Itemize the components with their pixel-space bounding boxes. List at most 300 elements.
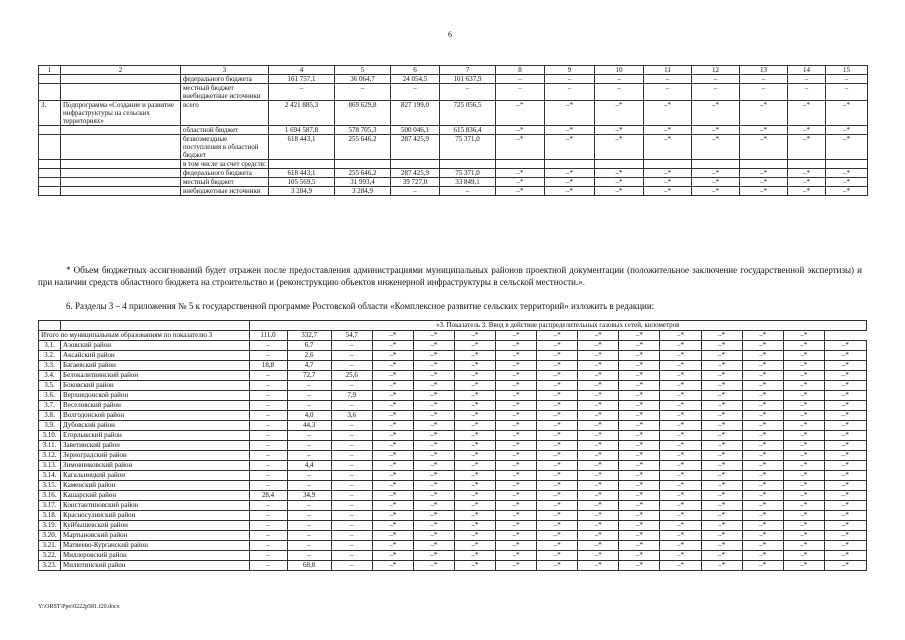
table-cell: –* [701, 371, 742, 381]
table-cell: –* [701, 531, 742, 541]
table-cell: –* [783, 441, 824, 451]
table-cell: –* [824, 411, 866, 421]
table-cell: –* [619, 401, 660, 411]
table-cell: –* [692, 187, 740, 196]
table-cell: –* [783, 561, 824, 571]
table-cell: –* [454, 331, 495, 341]
table-cell: 1 694 587,8 [269, 126, 335, 135]
table-row [39, 381, 867, 391]
table-cell: –* [824, 371, 866, 381]
table-cell: 1 [39, 66, 61, 75]
table-cell: –* [372, 471, 413, 481]
table-cell: – [331, 541, 372, 551]
table-cell: –* [537, 411, 578, 421]
table-cell: –* [824, 401, 866, 411]
table-cell: –* [788, 135, 826, 160]
table-cell: – [249, 421, 287, 431]
table-cell: 2 421 885,3 [269, 101, 335, 126]
table-cell: –* [824, 341, 866, 351]
table-cell: 3.18. [39, 511, 61, 521]
table-cell: –* [496, 169, 545, 178]
table-cell: –* [537, 431, 578, 441]
table-cell: –* [660, 351, 701, 361]
table-cell: –* [496, 187, 545, 196]
table-cell: –* [660, 431, 701, 441]
table-cell: –* [701, 481, 742, 491]
table-cell: Кашарский район [61, 491, 249, 501]
table-cell: 2,6 [287, 351, 331, 361]
table-cell: –* [644, 187, 692, 196]
table-cell: – [287, 541, 331, 551]
table-cell: –* [413, 481, 454, 491]
table-cell: –* [413, 361, 454, 371]
table-cell: –* [783, 511, 824, 521]
table-cell: –* [701, 441, 742, 451]
table-cell: 14 [788, 66, 826, 75]
table-cell: Волгодонской район [61, 411, 249, 421]
table-cell: –* [372, 551, 413, 561]
table-cell: – [249, 541, 287, 551]
table-cell: 101 637,9 [440, 75, 496, 84]
table-cell [39, 160, 61, 169]
table-cell: местный бюджет внебюджетные источники [181, 84, 269, 101]
table-cell: –* [824, 381, 866, 391]
table-cell: 3.12. [39, 451, 61, 461]
table-cell: Багаевский район [61, 361, 249, 371]
table-cell: –* [701, 491, 742, 501]
table-cell: –* [595, 126, 644, 135]
table-cell: –* [824, 501, 866, 511]
table-cell: 10 [595, 66, 644, 75]
table-cell: –* [496, 411, 537, 421]
table-cell: –* [644, 169, 692, 178]
table-cell: «3. Показатель 3. Ввод в действие распределительных газовых сетей, километров [249, 321, 867, 331]
table-cell: –* [578, 501, 619, 511]
table-cell: –* [413, 561, 454, 571]
table-cell: –* [824, 391, 866, 401]
table-cell: –* [824, 351, 866, 361]
table-cell: –* [413, 341, 454, 351]
table-cell: 7,9 [331, 391, 372, 401]
table-cell: –* [619, 331, 660, 341]
table-cell: –* [496, 461, 537, 471]
table-cell: –* [660, 371, 701, 381]
table-cell: –* [660, 421, 701, 431]
table-cell: –* [496, 135, 545, 160]
table-cell: 500 046,1 [391, 126, 440, 135]
table-cell: –* [454, 461, 495, 471]
table-cell: Красносулинский район [61, 511, 249, 521]
table-row [39, 471, 867, 481]
table-cell: –* [496, 126, 545, 135]
table-cell: –* [824, 361, 866, 371]
table-cell: –* [496, 351, 537, 361]
table-cell: –* [372, 561, 413, 571]
table-cell: 3 284,9 [335, 187, 391, 196]
table-cell: 3 284,9 [269, 187, 335, 196]
table-cell [61, 169, 181, 178]
table-cell: 4 [269, 66, 335, 75]
table-cell: –* [413, 451, 454, 461]
table-cell: –* [660, 541, 701, 551]
table-cell: – [331, 461, 372, 471]
table-cell: –* [496, 401, 537, 411]
table-cell: Константиновский район [61, 501, 249, 511]
table-cell: 4,7 [287, 361, 331, 371]
table-cell: – [331, 381, 372, 391]
table-cell: – [331, 431, 372, 441]
table-cell: 161 757,1 [269, 75, 335, 84]
table-cell: –* [496, 381, 537, 391]
table-cell: –* [742, 351, 783, 361]
table-cell: –* [537, 451, 578, 461]
table-cell: –* [578, 341, 619, 351]
table-cell: 13 [740, 66, 788, 75]
table-cell: 3.4. [39, 371, 61, 381]
table-cell: –* [783, 411, 824, 421]
table-cell: – [692, 84, 740, 101]
table-cell: 287 425,9 [391, 135, 440, 160]
table-cell: –* [660, 401, 701, 411]
table-cell: –* [545, 178, 595, 187]
table-cell [39, 126, 61, 135]
table-cell: – [740, 84, 788, 101]
table-cell: –* [496, 341, 537, 351]
table-cell: 827 199,0 [391, 101, 440, 126]
table-cell: –* [660, 511, 701, 521]
table-cell [496, 160, 545, 169]
table-cell: –* [454, 511, 495, 521]
table-cell [391, 160, 440, 169]
table-cell: –* [619, 511, 660, 521]
table-cell: –* [372, 381, 413, 391]
table-cell: –* [454, 371, 495, 381]
table-cell: –* [413, 431, 454, 441]
table-cell: –* [413, 391, 454, 401]
table-cell: –* [372, 401, 413, 411]
table-cell: –* [537, 561, 578, 571]
table-cell: Аксайский район [61, 351, 249, 361]
table-cell: –* [537, 471, 578, 481]
table-row [39, 551, 867, 561]
table-cell: –* [740, 135, 788, 160]
table-cell: – [826, 75, 868, 84]
table-cell: 33 849,1 [440, 178, 496, 187]
table-cell: –* [660, 341, 701, 351]
table-cell: –* [660, 551, 701, 561]
table-cell: –* [783, 331, 824, 341]
table-cell: –* [372, 461, 413, 471]
table-cell: – [249, 521, 287, 531]
table-cell: –* [826, 126, 868, 135]
table-cell: –* [496, 451, 537, 461]
table-cell: –* [372, 511, 413, 521]
table-cell: –* [742, 401, 783, 411]
table-cell: –* [619, 501, 660, 511]
table-cell: – [331, 441, 372, 451]
table-cell [826, 160, 868, 169]
table-cell: местный бюджет [181, 178, 269, 187]
table-cell: –* [701, 391, 742, 401]
table-cell: – [335, 84, 391, 101]
table-cell: –* [537, 331, 578, 341]
table-cell [269, 160, 335, 169]
table-cell: –* [454, 551, 495, 561]
table-cell: – [287, 381, 331, 391]
table-cell: –* [742, 341, 783, 351]
table-cell: –* [537, 551, 578, 561]
table-cell: –* [454, 391, 495, 401]
table-cell: –* [578, 351, 619, 361]
table-row [39, 481, 867, 491]
table-cell: –* [545, 135, 595, 160]
table-cell: –* [496, 391, 537, 401]
table-cell: –* [742, 491, 783, 501]
table-cell: –* [578, 361, 619, 371]
table-cell: –* [742, 411, 783, 421]
table-cell: –* [537, 361, 578, 371]
table-cell [39, 178, 61, 187]
table-cell: –* [701, 331, 742, 341]
table-cell: – [287, 431, 331, 441]
table-cell: –* [496, 101, 545, 126]
table-cell: –* [413, 511, 454, 521]
page-number: 6 [448, 30, 452, 39]
table-cell: –* [742, 421, 783, 431]
table-cell: – [287, 471, 331, 481]
table-cell: – [331, 351, 372, 361]
table-cell: – [826, 84, 868, 101]
table-cell: 25,6 [331, 371, 372, 381]
table-row [39, 501, 867, 511]
table-cell: –* [660, 361, 701, 371]
table-cell: –* [413, 521, 454, 531]
table-cell: –* [454, 561, 495, 571]
table-cell: 725 056,5 [440, 101, 496, 126]
table-cell: 578 705,3 [335, 126, 391, 135]
table-cell: – [249, 481, 287, 491]
table-cell: –* [454, 441, 495, 451]
table-cell: –* [372, 531, 413, 541]
table-header-row [39, 66, 868, 75]
table-cell [61, 160, 181, 169]
table-cell: –* [454, 341, 495, 351]
table-cell: Веселовский район [61, 401, 249, 411]
table-cell: 36 064,7 [335, 75, 391, 84]
table-cell: –* [783, 461, 824, 471]
table-cell: –* [824, 421, 866, 431]
table-cell: – [287, 441, 331, 451]
table-cell: – [249, 551, 287, 561]
table-cell: Егорлыкский район [61, 431, 249, 441]
table-cell: –* [496, 501, 537, 511]
table-cell: –* [824, 471, 866, 481]
table-cell: –* [701, 471, 742, 481]
section-6-text: 6. Разделы 3 – 4 приложения № 5 к государственной программе Ростовской области «Комплексное развитие сельских территорий» изложить в редакции: [66, 301, 655, 311]
table-cell: –* [824, 551, 866, 561]
table-cell: –* [660, 411, 701, 421]
table-cell: –* [578, 401, 619, 411]
table-cell: –* [692, 101, 740, 126]
table-cell: 615 836,4 [440, 126, 496, 135]
table-cell: –* [372, 411, 413, 421]
table-cell: 3.19. [39, 521, 61, 531]
table-cell: 3.20. [39, 531, 61, 541]
table-cell: –* [660, 331, 701, 341]
table-cell: –* [824, 451, 866, 461]
table-cell: –* [742, 561, 783, 571]
table-cell: 3.16. [39, 491, 61, 501]
table-cell: –* [372, 491, 413, 501]
table-cell: 3.22. [39, 551, 61, 561]
table-cell: 72,7 [287, 371, 331, 381]
table-cell: 34,9 [287, 491, 331, 501]
table-cell: – [391, 187, 440, 196]
table-cell [39, 75, 61, 84]
table-cell: –* [788, 169, 826, 178]
table-cell: – [331, 531, 372, 541]
table-cell: –* [783, 541, 824, 551]
table-cell: 3.3. [39, 361, 61, 371]
table-cell: Белокалитвинский район [61, 371, 249, 381]
table-cell: 3.9. [39, 421, 61, 431]
table-cell: –* [372, 501, 413, 511]
table-cell: 6,7 [287, 341, 331, 351]
table-cell: – [249, 451, 287, 461]
table-cell: –* [619, 471, 660, 481]
table-cell: –* [578, 491, 619, 501]
table-cell: –* [496, 551, 537, 561]
table-cell: – [249, 391, 287, 401]
table-cell: – [287, 521, 331, 531]
table-cell: –* [372, 391, 413, 401]
table-row [39, 101, 868, 126]
table-cell: –* [413, 551, 454, 561]
table-cell: –* [496, 441, 537, 451]
table-cell: –* [660, 501, 701, 511]
table-cell: –* [740, 126, 788, 135]
table-cell: –* [701, 401, 742, 411]
table-row [39, 371, 867, 381]
table-cell: –* [413, 471, 454, 481]
table-cell: – [440, 187, 496, 196]
table-cell: –* [742, 521, 783, 531]
table-cell: 7 [440, 66, 496, 75]
table-cell: 3.1. [39, 341, 61, 351]
table-cell: – [287, 531, 331, 541]
table-cell: – [644, 84, 692, 101]
table-cell: – [331, 511, 372, 521]
table-cell: 39 727,0 [391, 178, 440, 187]
table-cell: –* [578, 471, 619, 481]
table-cell: –* [783, 361, 824, 371]
table-cell: –* [701, 461, 742, 471]
table-cell: –* [537, 441, 578, 451]
table-cell: –* [742, 481, 783, 491]
table-cell: –* [644, 178, 692, 187]
table-cell [39, 135, 61, 160]
table-cell: –* [578, 541, 619, 551]
table-cell: – [249, 371, 287, 381]
table-cell: –* [578, 521, 619, 531]
table-cell [335, 160, 391, 169]
table-cell: –* [537, 391, 578, 401]
table-cell: –* [545, 126, 595, 135]
table-cell: 15 [826, 66, 868, 75]
table-cell: –* [454, 351, 495, 361]
table-cell: –* [496, 481, 537, 491]
table-cell: –* [783, 341, 824, 351]
table-cell: –* [578, 411, 619, 421]
table-cell: –* [824, 561, 866, 571]
table-cell [545, 160, 595, 169]
table-cell: 255 646,2 [335, 169, 391, 178]
table-cell: 3.14. [39, 471, 61, 481]
table-title-row [39, 321, 867, 331]
table-cell: –* [578, 561, 619, 571]
table-row [39, 351, 867, 361]
table-cell: –* [619, 531, 660, 541]
table-cell: –* [824, 481, 866, 491]
table-cell: –* [783, 551, 824, 561]
table-cell: –* [788, 178, 826, 187]
table-cell: 11 [644, 66, 692, 75]
table-cell: –* [372, 361, 413, 371]
table-cell: 3.2. [39, 351, 61, 361]
table-cell: Итого по муниципальным образованиям по показателю 3 [39, 331, 250, 341]
table-cell: –* [783, 521, 824, 531]
table-cell: –* [372, 351, 413, 361]
table-cell: –* [578, 531, 619, 541]
table-cell: –* [545, 187, 595, 196]
table-cell: –* [692, 178, 740, 187]
table-cell [39, 187, 61, 196]
table-cell: 4,4 [287, 461, 331, 471]
table-cell: –* [742, 431, 783, 441]
table-cell [692, 160, 740, 169]
table-cell: 287 425,9 [391, 169, 440, 178]
table-cell: 2 [61, 66, 181, 75]
table-cell: –* [496, 178, 545, 187]
table-cell: –* [537, 491, 578, 501]
table-row [39, 521, 867, 531]
table-cell: – [249, 351, 287, 361]
table-cell: – [545, 84, 595, 101]
table-cell: –* [619, 451, 660, 461]
table-cell: –* [372, 371, 413, 381]
table-cell: –* [788, 126, 826, 135]
table-cell: –* [826, 135, 868, 160]
table-cell: Кагальницкий район [61, 471, 249, 481]
table-cell: –* [537, 401, 578, 411]
table-cell: –* [660, 481, 701, 491]
table-cell: –* [742, 551, 783, 561]
table-cell: –* [783, 471, 824, 481]
table-cell: –* [783, 401, 824, 411]
table-cell: в том числе за счет средств: [181, 160, 269, 169]
table-cell: –* [701, 551, 742, 561]
table-cell: 5 [335, 66, 391, 75]
table-cell: – [249, 441, 287, 451]
table-cell: –* [783, 501, 824, 511]
table-cell: 28,4 [249, 491, 287, 501]
table-cell: –* [537, 541, 578, 551]
table-cell: –* [701, 451, 742, 461]
table-cell: – [545, 75, 595, 84]
table-cell: –* [372, 341, 413, 351]
table-cell: –* [742, 371, 783, 381]
table-row [39, 511, 867, 521]
